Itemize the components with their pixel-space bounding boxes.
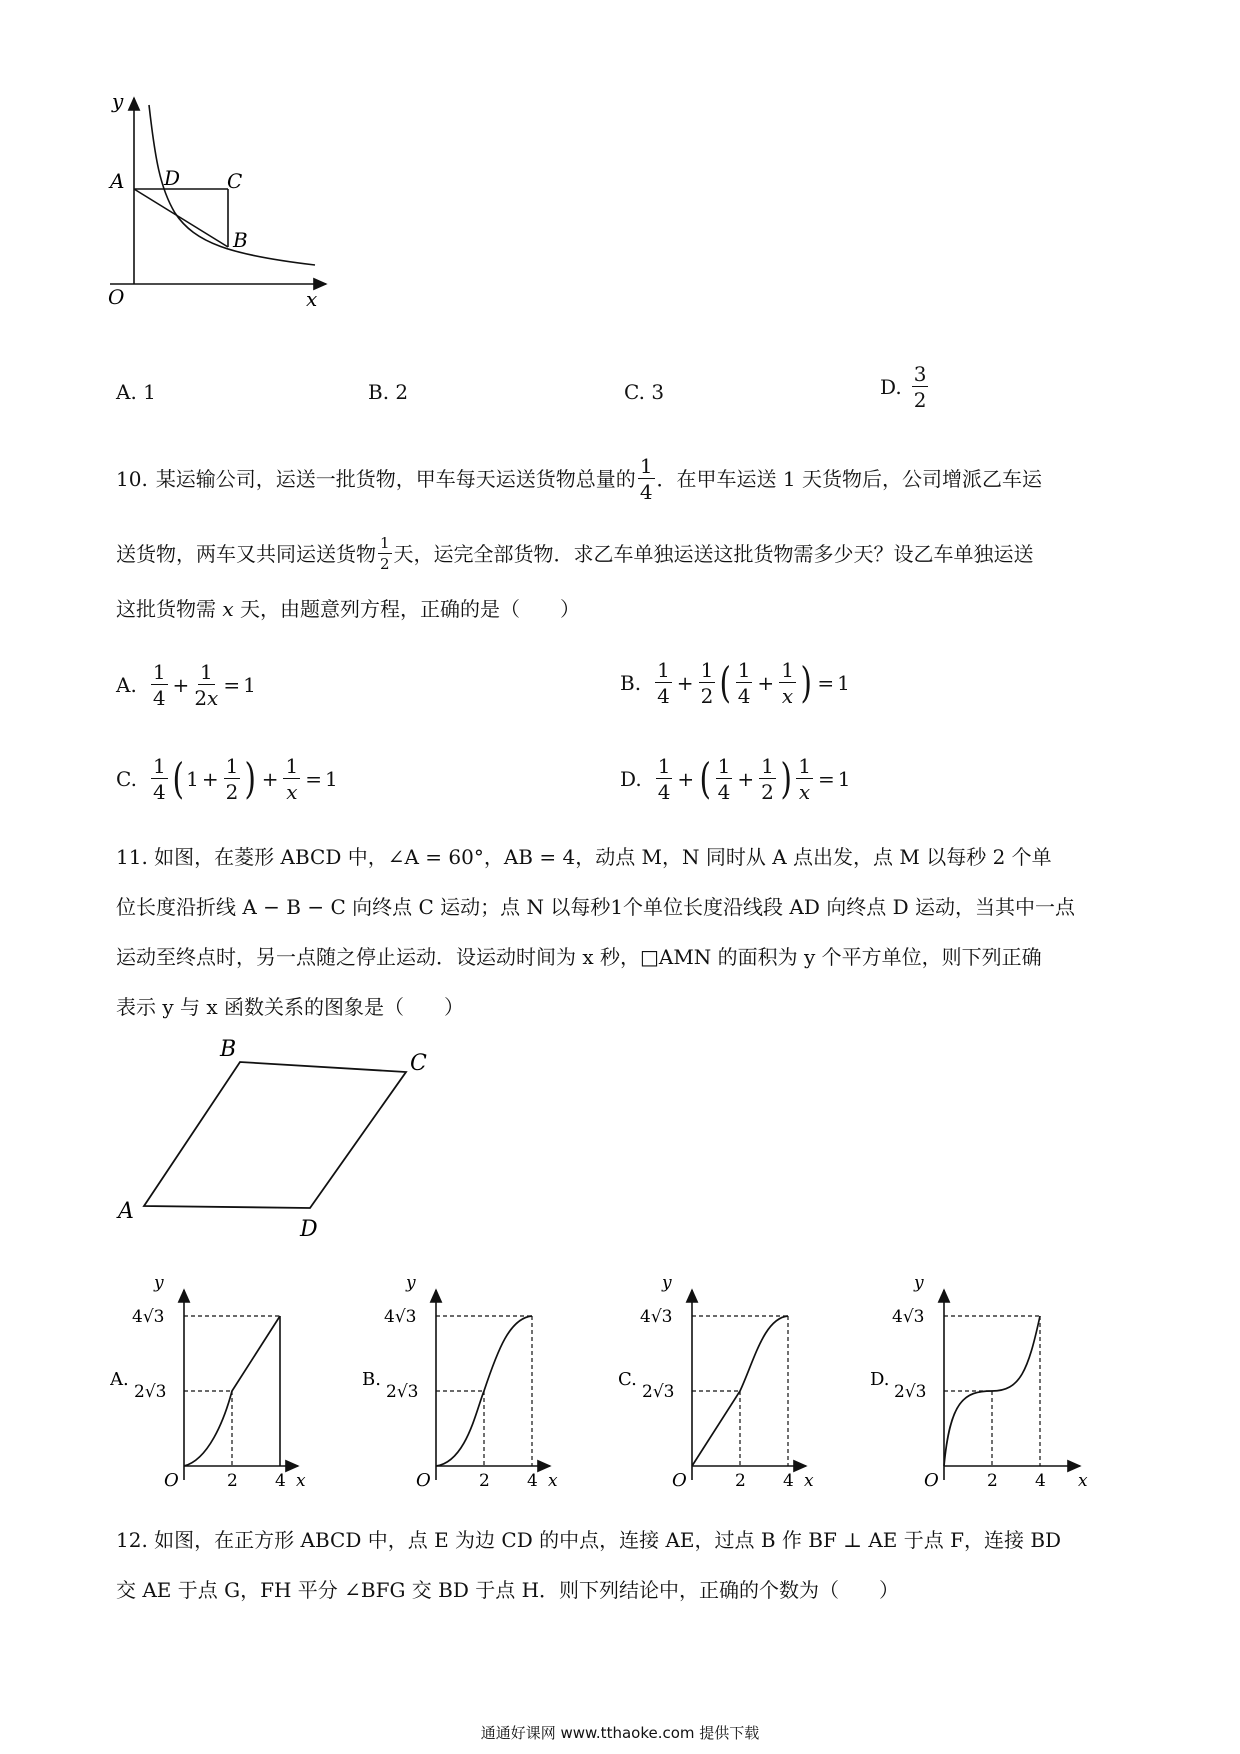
q10-number: 10.: [116, 467, 148, 491]
q9-label-y: y: [112, 89, 124, 113]
rhombus-label-d: D: [300, 1217, 318, 1242]
q9-option-c-letter: C.: [624, 380, 645, 404]
graph-b-y-label: y: [406, 1273, 416, 1293]
page-footer: 通通好课网 www.tthaoke.com 提供下载: [480, 1724, 760, 1742]
q10-option-b-letter: B.: [620, 671, 642, 695]
q9-label-c: C: [227, 169, 243, 193]
q11-line1: 11. 如图，在菱形 ABCD 中，∠A = 60°，AB = 4，动点 M，N 同时从 A 点出发，点 M 以每秒 2 个单: [116, 845, 1052, 869]
graph-a-four-label: 4: [275, 1471, 286, 1491]
q9-option-a-value: 1: [143, 380, 156, 404]
q12-line2: 交 AE 于点 G，FH 平分 ∠BFG 交 BD 于点 H．则下列结论中，正确的个数为（ ）: [116, 1578, 900, 1602]
q10-line1: [116, 456, 1042, 502]
q11-graph-d[interactable]: [870, 1270, 1100, 1500]
frac-1-2x: $\frac{1}{2x}$: [194, 660, 219, 710]
graph-c-x-label: x: [804, 1471, 814, 1491]
q10-option-c-letter: C.: [116, 767, 137, 791]
q10-line3: [116, 597, 580, 621]
q11-graph-c[interactable]: [618, 1270, 828, 1500]
q10-line2-fraction: [378, 536, 392, 572]
graph-d-two-label: 2: [987, 1471, 998, 1491]
q9-option-a-letter: A.: [116, 380, 137, 404]
q12-line1: 12. 如图，在正方形 ABCD 中，点 E 为边 CD 的中点，连接 AE，过点 B 作 BF ⊥ AE 于点 F，连接 BD: [116, 1528, 1062, 1552]
q9-label-a: A: [110, 169, 125, 193]
q10-line2-frac-num: 1: [380, 534, 390, 552]
q10-option-d[interactable]: D. $\frac{1}{4}$ + ( $\frac{1}{4}$ + $\frac{1}{2}$ ) $\frac{1}{x}$ = 1: [620, 754, 851, 804]
q11-line4: 表示 y 与 x 函数关系的图象是（ ）: [116, 995, 465, 1019]
graph-c-top-label: 4√3: [640, 1307, 673, 1327]
graph-c-o-label: O: [672, 1470, 687, 1491]
q10-line2-a: 送货物，两车又共同运送货物: [116, 542, 376, 566]
q9-segment-ab: [134, 189, 228, 247]
graph-a-option-letter: A.: [110, 1369, 129, 1390]
graph-c-two-label: 2: [735, 1471, 746, 1491]
q10-line3-b: 天，由题意列方程，正确的是（ ）: [240, 597, 580, 621]
q10-line1-a: 某运输公司，运送一批货物，甲车每天运送货物总量的: [155, 467, 636, 491]
graph-c-y-label: y: [662, 1273, 672, 1293]
q9-option-d[interactable]: [880, 364, 930, 410]
graph-a-o-label: O: [164, 1470, 179, 1491]
q10-option-a-letter: A.: [116, 673, 137, 697]
graph-d-o-label: O: [924, 1470, 939, 1491]
graph-a-mid-label: 2√3: [134, 1382, 167, 1402]
graph-d-option-letter: D.: [870, 1369, 890, 1390]
q11-graph-a[interactable]: [110, 1270, 320, 1500]
q11-graph-b[interactable]: [362, 1270, 572, 1500]
q11-rhombus: [100, 1030, 450, 1250]
q10-line1-b: ．在甲车运送 1 天货物后，公司增派乙车运: [656, 467, 1042, 491]
graph-b-x-label: x: [548, 1471, 558, 1491]
q9-figure: [100, 88, 360, 348]
q11-line2: 位长度沿折线 A − B − C 向终点 C 运动；点 N 以每秒1个单位长度沿线段 AD 向终点 D 运动，当其中一点: [116, 895, 1076, 919]
q9-label-x: x: [306, 287, 318, 311]
q9-option-b[interactable]: [368, 380, 408, 404]
q10-option-d-letter: D.: [620, 767, 642, 791]
graph-a-x-label: x: [296, 1471, 306, 1491]
graph-b-mid-label: 2√3: [386, 1382, 419, 1402]
q10-line3-a: 这批货物需: [116, 597, 216, 621]
graph-b-option-letter: B.: [362, 1369, 381, 1390]
q9-option-c-value: 3: [651, 380, 665, 404]
q10-line1-frac-den: 4: [639, 480, 653, 504]
frac-1-4: $\frac{1}{4}$: [152, 660, 166, 710]
q9-label-b: B: [233, 228, 248, 252]
q9-option-b-letter: B.: [368, 380, 390, 404]
graph-d-mid-label: 2√3: [894, 1382, 927, 1402]
q10-option-c[interactable]: C. $\frac{1}{4}$ ( 1 + $\frac{1}{2}$ ) + $\frac{1}{x}$ = 1: [116, 754, 338, 804]
graph-c-option-letter: C.: [618, 1369, 637, 1390]
q11-line3: 运动至终点时，另一点随之停止运动．设运动时间为 x 秒，□AMN 的面积为 y 个平方单位，则下列正确: [116, 945, 1042, 969]
graph-c-four-label: 4: [783, 1471, 794, 1491]
graph-a-y-label: y: [154, 1273, 164, 1293]
graph-d-y-label: y: [914, 1273, 924, 1293]
graph-d-four-label: 4: [1035, 1471, 1046, 1491]
q10-line3-var: x: [222, 597, 234, 621]
q10-line2-b: 天，运完全部货物．求乙车单独运送这批货物需多少天？设乙车单独运送: [393, 542, 1034, 566]
rhombus-shape: [144, 1062, 406, 1208]
graph-b-four-label: 4: [527, 1471, 538, 1491]
q9-option-c[interactable]: [624, 380, 664, 404]
q10-line1-fraction: [638, 456, 655, 502]
q9-option-d-num: 3: [913, 362, 927, 386]
q10-option-b[interactable]: B. $\frac{1}{4}$ + $\frac{1}{2}$ ( $\frac{1}{4}$ + $\frac{1}{x}$ ) = 1: [620, 658, 850, 708]
q9-option-d-den: 2: [913, 388, 927, 412]
rhombus-label-b: B: [220, 1037, 237, 1062]
graph-d-top-label: 4√3: [892, 1307, 925, 1327]
q9-option-b-value: 2: [395, 380, 409, 404]
q9-option-a[interactable]: [116, 380, 156, 404]
graph-c-mid-label: 2√3: [642, 1382, 675, 1402]
rhombus-label-a: A: [118, 1199, 134, 1224]
graph-a-top-label: 4√3: [132, 1307, 165, 1327]
q9-label-d: D: [164, 166, 181, 190]
graph-d-x-label: x: [1078, 1471, 1088, 1491]
graph-b-two-label: 2: [479, 1471, 490, 1491]
q10-option-a[interactable]: A. $\frac{1}{4}$ + $\frac{1}{2x}$ = 1: [116, 660, 256, 710]
q9-label-o: O: [108, 285, 125, 309]
q10-line1-frac-num: 1: [639, 454, 653, 478]
q9-option-d-letter: D.: [880, 375, 902, 399]
graph-b-top-label: 4√3: [384, 1307, 417, 1327]
graph-b-o-label: O: [416, 1470, 431, 1491]
q10-line2-frac-den: 2: [380, 555, 390, 573]
q10-line2: [116, 536, 1034, 572]
graph-a-two-label: 2: [227, 1471, 238, 1491]
rhombus-label-c: C: [410, 1051, 427, 1076]
q9-option-d-fraction: [912, 364, 929, 410]
